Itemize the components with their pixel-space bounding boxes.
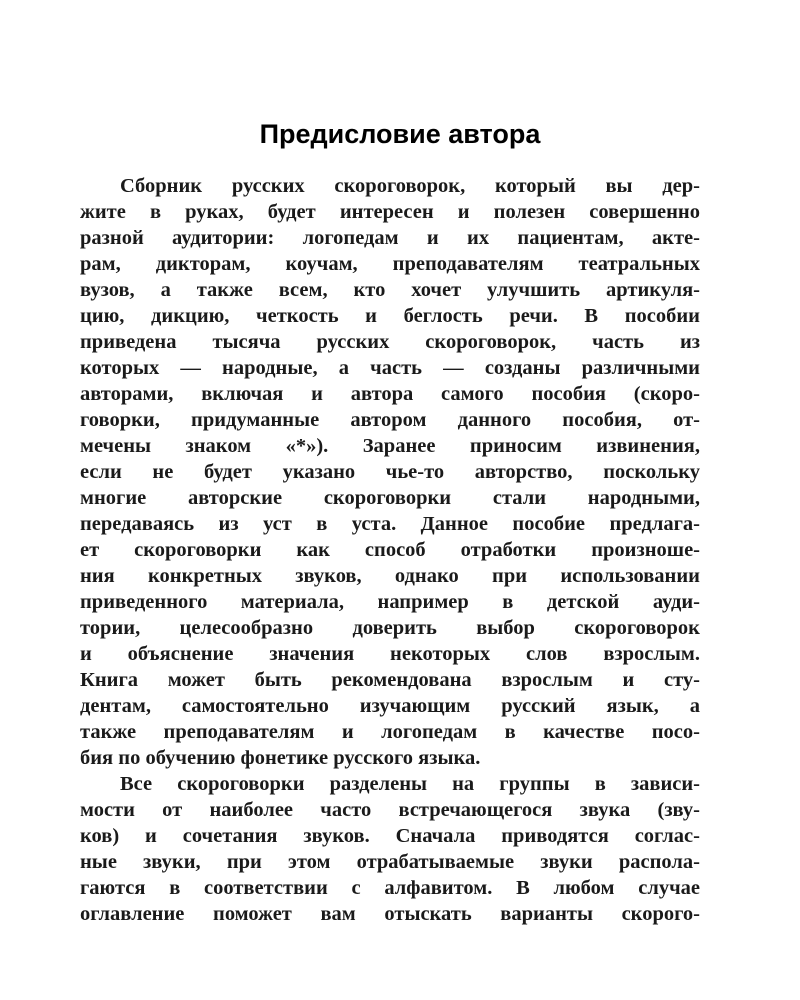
text-line: Сборник русских скороговорок, который вы дер- [120,175,700,197]
text-line: также преподавателям и логопедам в качестве посо- [80,721,700,743]
text-line: и объяснение значения некоторых слов взрослым. [80,643,700,665]
text-line: если не будет указано чье-то авторство, поскольку [80,461,700,483]
text-line: дентам, самостоятельно изучающим русский язык, а [80,695,700,717]
text-line: оглавление поможет вам отыскать варианты скорого- [80,903,700,925]
text-line: ков) и сочетания звуков. Сначала приводятся соглас- [80,825,700,847]
text-line: тории, целесообразно доверить выбор скороговорок [80,617,700,639]
text-line: ные звуки, при этом отрабатываемые звуки распола- [80,851,700,873]
text-line: приведена тысяча русских скороговорок, часть из [80,331,700,353]
text-line: жите в руках, будет интересен и полезен совершенно [80,201,700,223]
text-line: говорки, придуманные автором данного пособия, от- [80,409,700,431]
text-line: Все скороговорки разделены на группы в зависи- [120,773,700,795]
text-line: бия по обучению фонетике русского языка. [80,747,481,769]
text-line: авторами, включая и автора самого пособия (скоро- [80,383,700,405]
text-line: гаются в соответствии с алфавитом. В любом случае [80,877,700,899]
text-line: мости от наиболее часто встречающегося звука (зву- [80,799,700,821]
text-line: ния конкретных звуков, однако при использовании [80,565,700,587]
text-line: рам, дикторам, коучам, преподавателям театральных [80,253,700,275]
text-line: которых — народные, а часть — созданы различными [80,357,700,379]
text-line: мечены знаком «*»). Заранее приносим извинения, [80,435,700,457]
text-line: вузов, а также всем, кто хочет улучшить артикуля- [80,279,700,301]
text-line: разной аудитории: логопедам и их пациентам, акте- [80,227,700,249]
text-line: ет скороговорки как способ отработки произноше- [80,539,700,561]
text-line: передаваясь из уст в уста. Данное пособие предлага- [80,513,700,535]
text-line: цию, дикцию, четкость и беглость речи. В пособии [80,305,700,327]
text-line: Книга может быть рекомендована взрослым и сту- [80,669,700,691]
text-line: многие авторские скороговорки стали народными, [80,487,700,509]
page-title: Предисловие автора [259,119,541,149]
text-line: приведенного материала, например в детской ауди- [80,591,700,613]
